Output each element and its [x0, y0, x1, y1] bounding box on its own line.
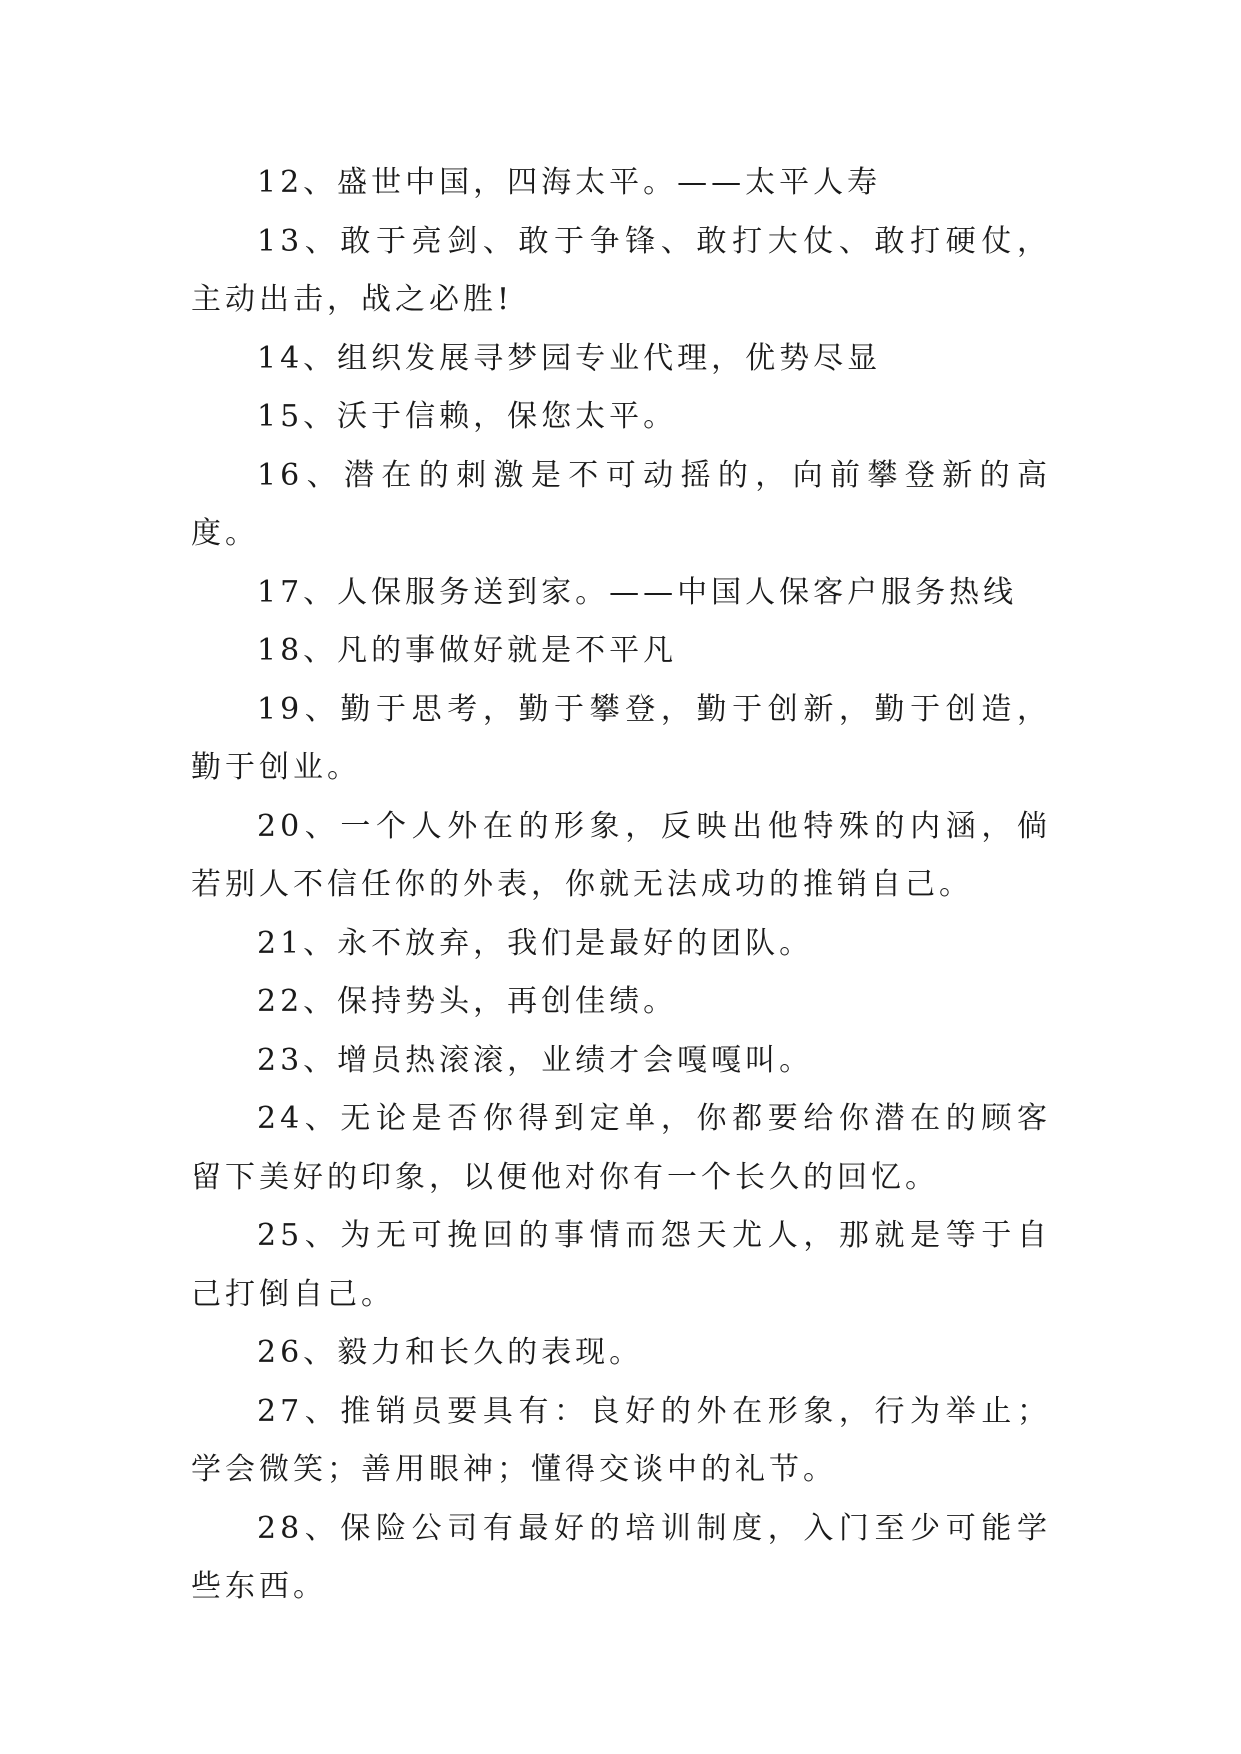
paragraph-25: 25、为无可挽回的事情而怨天尤人，那就是等于自己打倒自己。 [191, 1218, 1051, 1312]
paragraph-17: 17、人保服务送到家。——中国人保客户服务热线 [257, 574, 1018, 610]
paragraph-26: 26、毅力和长久的表现。 [257, 1335, 644, 1370]
paragraph-12: 12、盛世中国，四海太平。——太平人寿 [257, 165, 882, 200]
paragraph-21: 21、永不放弃，我们是最好的团队。 [257, 925, 814, 961]
paragraph-15: 15、沃于信赖，保您太平。 [257, 399, 678, 434]
paragraph-24: 24、无论是否你得到定单，你都要给你潜在的顾客留下美好的印象，以便他对你有一个长久的回忆。 [191, 1101, 1051, 1195]
paragraph-14: 14、组织发展寻梦园专业代理，优势尽显 [257, 340, 882, 376]
paragraph-19: 19、勤于思考，勤于攀登，勤于创新，勤于创造，勤于创业。 [191, 691, 1051, 785]
paragraph-13: 13、敢于亮剑、敢于争锋、敢打大仗、敢打硬仗，主动出击，战之必胜! [191, 223, 1051, 317]
paragraph-23: 23、增员热滚滚，业绩才会嘎嘎叫。 [257, 1042, 814, 1078]
paragraph-27: 27、推销员要具有：良好的外在形象，行为举止；学会微笑；善用眼神；懂得交谈中的礼节。 [191, 1393, 1051, 1487]
paragraph-20: 20、一个人外在的形象，反映出他特殊的内涵，倘若别人不信任你的外表，你就无法成功的推销自己。 [191, 808, 1051, 902]
paragraph-28: 28、保险公司有最好的培训制度，入门至少可能学些东西。 [191, 1510, 1051, 1604]
document-body [191, 154, 1051, 1617]
paragraph-16: 16、潜在的刺激是不可动摇的，向前攀登新的高度。 [191, 457, 1051, 551]
paragraph-18: 18、凡的事做好就是不平凡 [257, 633, 678, 668]
paragraph-22: 22、保持势头，再创佳绩。 [257, 984, 678, 1019]
